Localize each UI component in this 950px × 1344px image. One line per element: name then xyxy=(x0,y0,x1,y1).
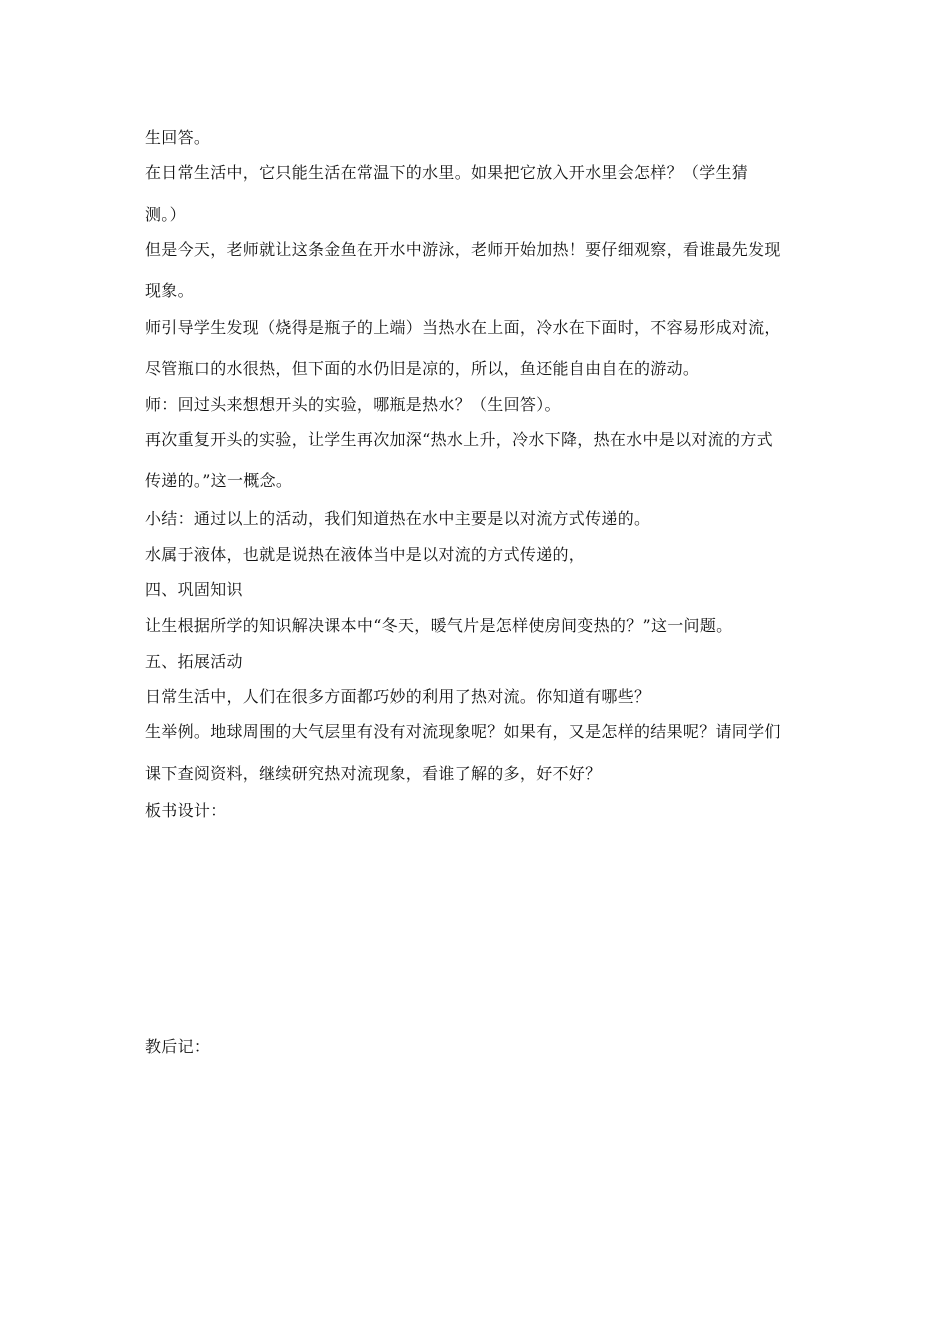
text-line: 师：回过头来想想开头的实验，哪瓶是热水？（生回答）。 xyxy=(145,395,561,414)
section-heading: 四、巩固知识 xyxy=(145,580,243,599)
text-line: 现象。 xyxy=(145,281,194,300)
text-line: 水属于液体，也就是说热在液体当中是以对流的方式传递的， xyxy=(145,545,586,564)
text-line: 但是今天，老师就让这条金鱼在开水中游泳，老师开始加热！要仔细观察，看谁最先发现 xyxy=(145,240,781,259)
text-line: 课下查阅资料，继续研究热对流现象，看谁了解的多，好不好？ xyxy=(145,764,602,783)
text-line: 尽管瓶口的水很热，但下面的水仍旧是凉的，所以，鱼还能自由自在的游动。 xyxy=(145,359,700,378)
text-line: 测。） xyxy=(145,205,186,224)
text-line: 小结：通过以上的活动，我们知道热在水中主要是以对流方式传递的。 xyxy=(145,509,651,528)
text-line: 在日常生活中，它只能生活在常温下的水里。如果把它放入开水里会怎样？（学生猜 xyxy=(145,163,749,182)
text-line: 传递的。”这一概念。 xyxy=(145,471,293,490)
text-line: 师引导学生发现（烧得是瓶子的上端）当热水在上面，冷水在下面时，不容易形成对流， xyxy=(145,318,781,337)
text-line: 生回答。 xyxy=(145,128,211,147)
text-line: 再次重复开头的实验，让学生再次加深“热水上升，冷水下降，热在水中是以对流的方式 xyxy=(145,430,773,449)
text-line: 日常生活中，人们在很多方面都巧妙的利用了热对流。你知道有哪些？ xyxy=(145,687,651,706)
section-heading: 五、拓展活动 xyxy=(145,652,243,671)
post-lesson-notes-label: 教后记： xyxy=(145,1037,211,1056)
text-line: 让生根据所学的知识解决课本中“冬天，暖气片是怎样使房间变热的？”这一问题。 xyxy=(145,616,733,635)
blackboard-design-label: 板书设计： xyxy=(145,801,227,820)
text-line: 生举例。地球周围的大气层里有没有对流现象呢？如果有，又是怎样的结果呢？请同学们 xyxy=(145,722,781,741)
